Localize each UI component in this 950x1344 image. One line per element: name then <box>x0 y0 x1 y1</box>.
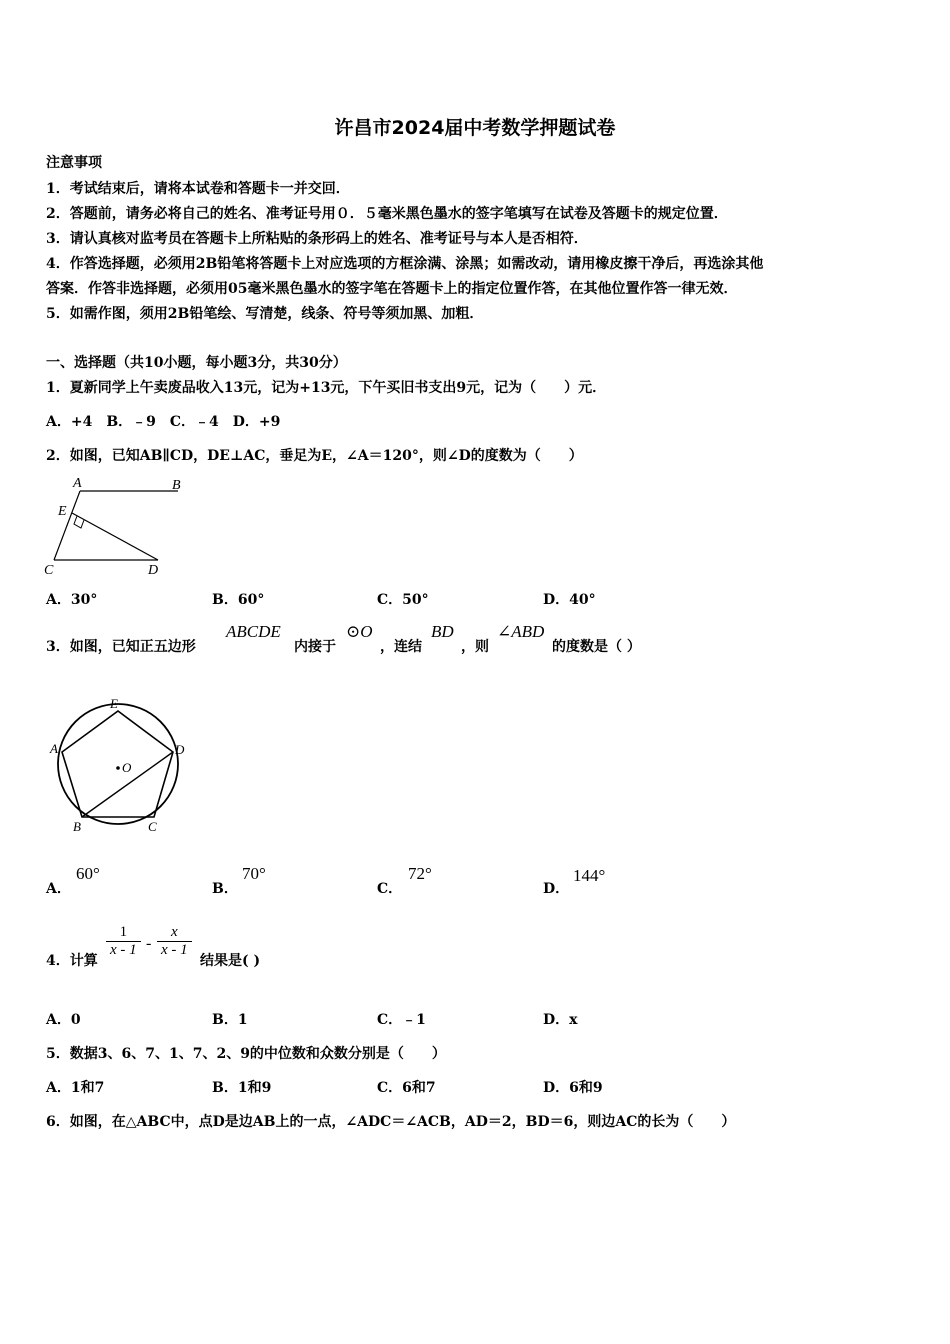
notice-item-2: 2．答题前，请务必将自己的姓名、准考证号用０．５毫米黑色墨水的签字笔填写在试卷及答题卡的规定位置． <box>46 206 728 222</box>
question-1-options: A．+4 B．﹣9 C．﹣4 D．+9 <box>46 414 281 430</box>
fraction-1-numerator: 1 <box>119 924 128 940</box>
question-2-stem: 2．如图，已知AB∥CD，DE⊥AC，垂足为E，∠A＝120°，则∠D的度数为（ ） <box>46 448 583 464</box>
question-2-option-c: C．50° <box>377 592 429 608</box>
section-heading: 一、选择题（共10小题，每小题3分，共30分） <box>46 355 347 371</box>
question-4-fraction-2 <box>157 924 192 959</box>
question-3-text-4: ，则 <box>461 639 489 655</box>
question-3-math-circle: ⊙O <box>346 622 373 641</box>
label-d: D <box>175 742 185 757</box>
fraction-1-denominator: x - 1 <box>106 941 141 959</box>
question-3-option-b: B． <box>212 881 238 897</box>
question-3-option-b-value: 70° <box>242 864 266 883</box>
question-6-stem: 6．如图，在△ABC中，点D是边AB上的一点，∠ADC＝∠ACB，AD＝2，BD＝6，则边AC的长为（ ） <box>46 1114 736 1130</box>
label-o: O <box>122 760 132 775</box>
question-3-math-bd: BD <box>431 622 454 641</box>
label-b: B <box>172 478 181 493</box>
label-e: E <box>110 696 118 711</box>
question-3-option-c: C． <box>377 881 403 897</box>
question-4-option-c: C．﹣1 <box>377 1012 426 1028</box>
question-3-text-2: 内接于 <box>294 639 336 655</box>
question-3-option-d: D． <box>543 881 570 897</box>
question-5-option-b: B．1和9 <box>212 1080 272 1096</box>
question-4-option-b: B．1 <box>212 1012 248 1028</box>
label-c: C <box>148 819 157 834</box>
page-title: 许昌市2024届中考数学押题试卷 <box>334 117 616 139</box>
question-5-option-c: C．6和7 <box>377 1080 436 1096</box>
notice-item-4-cont: 答案．作答非选择题，必须用05毫米黑色墨水的签字笔在答题卡上的指定位置作答，在其他位置作答一律无效． <box>46 281 738 297</box>
question-3-option-c-value: 72° <box>408 864 432 883</box>
question-1-stem: 1．夏新同学上午卖废品收入13元，记为+13元，下午买旧书支出9元，记为（ ）元． <box>46 380 607 396</box>
question-4-option-a: A．0 <box>46 1012 81 1028</box>
notice-item-4: 4．作答选择题，必须用2B铅笔将答题卡上对应选项的方框涂满、涂黑；如需改动，请用橡皮擦干净后，再选涂其他 <box>46 256 764 272</box>
label-a: A <box>50 741 58 756</box>
question-2-option-b: B．60° <box>212 592 265 608</box>
notice-item-1: 1．考试结束后，请将本试卷和答题卡一并交回． <box>46 181 350 197</box>
notice-heading: 注意事项 <box>46 155 102 171</box>
question-5-option-d: D．6和9 <box>543 1080 603 1096</box>
line-de <box>72 513 158 560</box>
question-3-math-pentagon: ABCDE <box>226 622 281 641</box>
question-3-option-a: A． <box>46 881 71 897</box>
notice-item-3: 3．请认真核对监考员在答题卡上所粘贴的条形码上的姓名、准考证号与本人是否相符． <box>46 231 588 247</box>
question-2-figure <box>40 473 190 578</box>
question-4-prefix: 4．计算 <box>46 953 98 969</box>
question-4-suffix: 结果是( ) <box>200 953 261 969</box>
question-3-figure <box>44 695 204 835</box>
question-5-option-a: A．1和7 <box>46 1080 105 1096</box>
question-3-option-d-value: 144° <box>573 866 606 885</box>
label-a: A <box>73 476 82 491</box>
question-4-minus: - <box>146 935 152 952</box>
notice-item-5: 5．如需作图，须用2B铅笔绘、写清楚，线条、符号等须加黑、加粗． <box>46 306 484 322</box>
label-d: D <box>148 563 159 578</box>
circumcircle <box>58 704 178 824</box>
question-2-option-a: A．30° <box>46 592 98 608</box>
question-4-fraction-1 <box>106 924 141 959</box>
right-angle-mark <box>74 516 84 528</box>
question-3-text-1: 3．如图，已知正五边形 <box>46 639 196 655</box>
question-3-text-5: 的度数是（ ） <box>552 639 641 655</box>
question-5-stem: 5．数据3、6、7、1、7、2、9的中位数和众数分别是（ ） <box>46 1046 446 1062</box>
fraction-2-numerator: x <box>170 924 178 940</box>
label-e: E <box>58 504 67 519</box>
question-3-text-3: ，连结 <box>380 639 422 655</box>
label-c: C <box>44 563 54 578</box>
question-3-option-a-value: 60° <box>76 864 100 883</box>
question-4-option-d: D．x <box>543 1012 578 1028</box>
label-b: B <box>73 819 81 834</box>
question-2-option-d: D．40° <box>543 592 596 608</box>
fraction-2-denominator: x - 1 <box>157 941 192 959</box>
center-dot <box>116 766 120 770</box>
question-3-math-angle: ∠ABD <box>497 622 545 641</box>
